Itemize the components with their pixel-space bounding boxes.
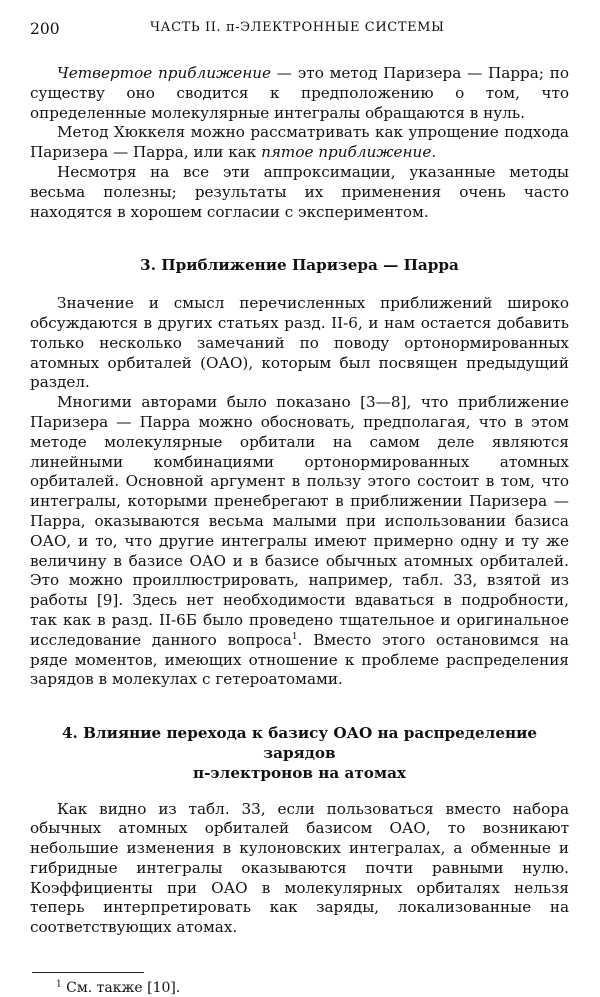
section-3-heading: 3. Приближение Паризера — Парра: [140, 256, 459, 275]
running-head: ЧАСТЬ II. π-ЭЛЕКТРОННЫЕ СИСТЕМЫ: [150, 20, 445, 35]
intro-p2-end: .: [431, 143, 437, 162]
intro-italic-term-5: пятое приближение: [261, 143, 432, 162]
page-number: 200: [30, 20, 60, 38]
footnote-text: См. также [10].: [61, 980, 181, 997]
intro-paragraph-3: Несмотря на все эти аппроксимации, указанные методы весьма полезны; результаты их применения очень часто находятся в хорошем согласии с экспериментом.: [30, 162, 569, 221]
section-3-paragraph-1: Значение и смысл перечисленных приближений широко обсуждаются в других статьях разд. II-6, и нам остается добавить только несколько замечаний по поводу ортонормированных атомных орбиталей (ОАО), которым был посвящен предыдущий раздел.: [30, 294, 569, 392]
intro-paragraph-2: [30, 123, 569, 163]
section-4-heading: [30, 724, 569, 783]
footnote: [30, 979, 569, 997]
footnote-marker: 1: [56, 979, 62, 990]
section-4-heading-line-2: π-электронов на атомах: [193, 763, 406, 782]
footnote-reference[interactable]: 1: [291, 631, 298, 642]
page-header: [30, 20, 569, 40]
section-4-heading-line-1: 4. Влияние перехода к базису ОАО на распределение зарядов: [61, 724, 538, 762]
intro-paragraph-1: [30, 64, 569, 123]
footnote-divider: [32, 972, 144, 973]
section-4-paragraph-1: Как видно из табл. 33, если пользоваться вместо набора обычных атомных орбиталей базисом ОАО, то возникают небольшие изменения в кулоновских интегралах, а обменные и гибридные интегралы оказываются почти равными нулю. Коэффициенты при ОАО в молекулярных орбиталях нельзя теперь интерпретировать как заряды, локализованные на соответствующих атомах.: [30, 799, 569, 937]
book-page: [30, 20, 569, 997]
intro-p1-text: — это метод Паризера — Парра; по существу оно сводится к предположению о том, что определенные молекулярные интегралы обращаются в нуль.: [30, 64, 569, 122]
section-3-paragraph-2: [30, 393, 569, 690]
intro-italic-term-4: Четвертое приближение: [57, 64, 272, 82]
section-3-p2-text-a: Многими авторами было показано [3—8], что приближение Паризера — Парра можно обосновать, предполагая, что в этом методе молекулярные орбитали на самом деле являются линейными комбинациями ортонормированных атомных орбиталей. Основной аргумент в пользу этого состоит в том, что интегралы, которыми пренебрегают в приближении Паризера — Парра, оказываются весьма малыми при использовании базиса ОАО, и то, что другие интегралы имеют примерно одну и ту же величину в базисе ОАО и в базисе обычных атомных орбиталей. Это можно проиллюстрировать, например, табл. 33, взятой из работы [9]. Здесь нет необходимости вдаваться в подробности, так как в разд. II-6Б было проведено тщательное и оригинальное исследование данного вопроса: [30, 393, 569, 649]
section-3-p2-text-b: . Вместо этого остановимся на ряде моментов, имеющих отношение к проблеме распределения зарядов в молекулах с гетероатомами.: [30, 630, 569, 689]
intro-p2-start: Метод Хюккеля можно рассматривать как упрощение подхода Паризера — Парра, или как: [30, 123, 569, 162]
